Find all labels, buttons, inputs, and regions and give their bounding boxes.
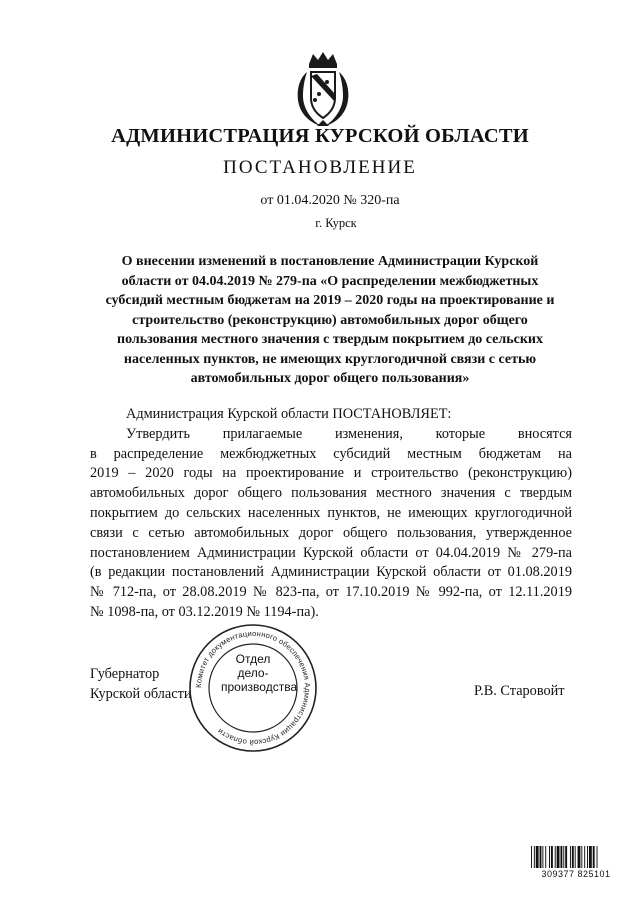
- body-line: связи с сетью автомобильных дорог общего пользования, утвержденное: [90, 524, 572, 541]
- body-line: в распределение межбюджетных субсидий местным бюджетам на: [90, 445, 572, 462]
- body-line: Утвердить прилагаемые изменения, которые вносятся: [126, 425, 572, 442]
- signatory-position: [90, 664, 192, 704]
- stamp-center-text: [221, 652, 298, 694]
- body-line: № 712-па, от 28.08.2019 № 823-па, от 17.10.2019 № 992-па, от 12.11.2019: [90, 584, 572, 601]
- body-intro: Администрация Курской области ПОСТАНОВЛЯЕТ:: [126, 406, 452, 422]
- stamp-line: дело-: [237, 666, 269, 680]
- city: г. Курск: [315, 216, 357, 230]
- signatory-name: Р.В. Старовойт: [474, 683, 565, 699]
- organization-title: АДМИНИСТРАЦИЯ КУРСКОЙ ОБЛАСТИ: [111, 125, 529, 147]
- date-number: от 01.04.2020 № 320-па: [260, 193, 400, 208]
- position-line: Губернатор: [90, 666, 160, 682]
- body-line: 2019 – 2020 годы на проектирование и строительство (реконструкцию): [90, 465, 572, 482]
- body-line: постановлением Администрации Курской области от 04.04.2019 № 279-па: [90, 544, 572, 561]
- position-line: Курской области: [90, 686, 192, 702]
- stamp-ring-text: Комитет документационного обеспечения Администрации Курской области: [193, 628, 313, 748]
- title-line: строительство (реконструкцию) автомобильных дорог общего: [132, 312, 528, 328]
- body-line: автомобильных дорог общего пользования местного значения с твердым: [90, 485, 572, 502]
- body-line: покрытием до сельских населенных пунктов, не имеющих круглогодичной: [90, 504, 572, 521]
- stamp-line: Отдел: [235, 652, 271, 666]
- barcode-number: 309377 825101: [530, 868, 622, 880]
- title-line: населенных пунктов, не имеющих круглогодичной связи с сетью: [123, 351, 537, 367]
- title-line: О внесении изменений в постановление Администрации Курской: [121, 254, 539, 269]
- title-line: субсидий местным бюджетам на 2019 – 2020 годы на проектирование и: [105, 293, 555, 308]
- document-type: ПОСТАНОВЛЕНИЕ: [223, 157, 417, 178]
- stamp-line: производства: [221, 680, 298, 694]
- title-line: области от 04.04.2019 № 279-па «О распределении межбюджетных: [121, 273, 539, 289]
- title-line: автомобильных дорог общего пользования»: [190, 371, 470, 386]
- body-line: № 1098-па, от 03.12.2019 № 1194-па).: [90, 603, 319, 620]
- body-line: (в редакции постановлений Администрации Курской области от 01.08.2019: [90, 564, 572, 581]
- coat-of-arms-emblem: [291, 50, 355, 130]
- body-text: [90, 405, 572, 623]
- title-line: пользования местного значения с твердым покрытием до сельских: [117, 332, 543, 347]
- document-title: [90, 252, 570, 389]
